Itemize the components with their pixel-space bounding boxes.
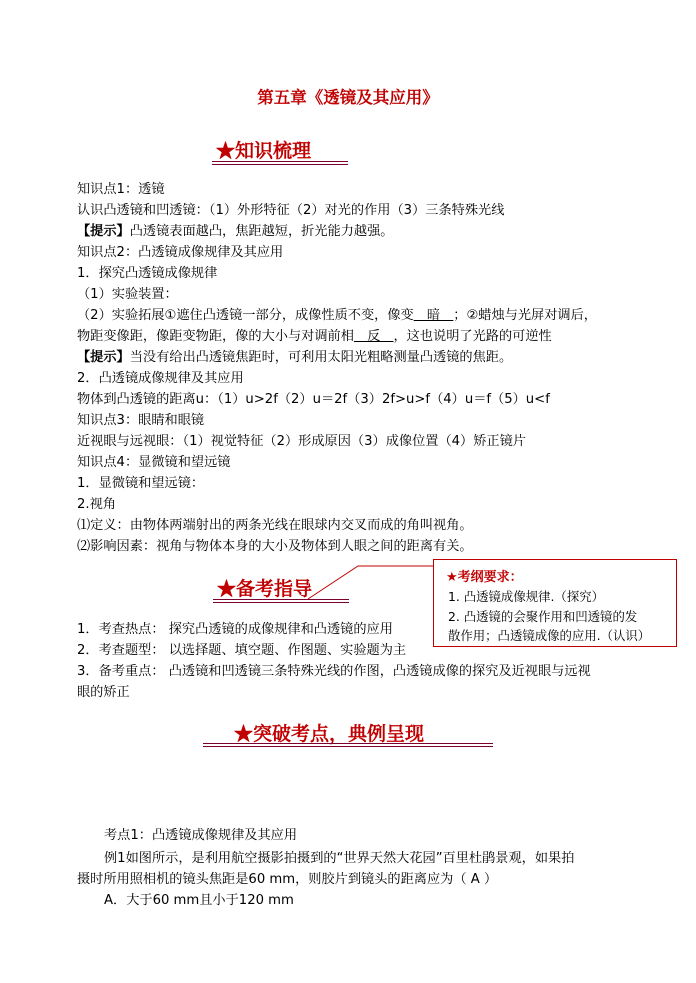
text-span: ，这也说明了光路的可逆性	[393, 329, 552, 344]
kp4-heading: 知识点4：显微镜和望远镜	[77, 455, 231, 470]
requirement-item: 1. 凸透镜成像规律.（探究）	[448, 589, 604, 604]
kp2-tip	[77, 348, 512, 367]
kp4-item: ⑴定义：由物体两端射出的两条光线在眼球内交叉而成的角叫视角。	[77, 518, 473, 533]
kp4-item: 1．显微镜和望远镜：	[77, 476, 205, 491]
text-span: ；②蜡烛与光屏对调后，	[453, 308, 597, 323]
kp4-item: 2.视角	[77, 497, 116, 512]
kp2-item: 2．凸透镜成像规律及其应用	[77, 371, 244, 386]
tip-label: 【提示】	[77, 224, 130, 239]
kp2-item	[77, 327, 552, 346]
requirement-item: 散作用；凸透镜成像的应用.（认识）	[448, 628, 651, 643]
guide-item: 2．考查题型： 以选择题、填空题、作图题、实验题为主	[77, 643, 407, 658]
section-underline	[203, 743, 493, 744]
kp2-item	[77, 306, 597, 325]
kp2-item: 物体到凸透镜的距离u：（1）u>2f（2）u＝2f（3）2f>u>f（4）u＝f（5）u<f	[77, 392, 550, 407]
kp3-heading: 知识点3：眼睛和眼镜	[77, 413, 205, 428]
answer-blank: ＿暗＿	[413, 308, 454, 323]
example-text: 摄时所用照相机的镜头焦距是60 mm，则胶片到镜头的距离应为（ A ）	[77, 872, 498, 887]
kp1-line: 认识凸透镜和凹透镜：（1）外形特征（2）对光的作用（3）三条特殊光线	[77, 203, 505, 218]
kp2-heading: 知识点2：凸透镜成像规律及其应用	[77, 245, 284, 260]
example-text: 例1如图所示，是利用航空摄影拍摄到的“世界天然大花园”百里杜鹃景观，如果拍	[104, 851, 575, 866]
requirements-box	[433, 559, 677, 647]
section-heading-knowledge: ★知识梳理	[216, 140, 312, 162]
kp2-item: （1）实验装置：	[77, 287, 178, 302]
example-option: A．大于60 mm且小于120 mm	[104, 893, 294, 908]
kp2-item: 1．探究凸透镜成像规律	[77, 266, 218, 281]
page-title: 第五章《透镜及其应用》	[257, 88, 439, 107]
kp3-line: 近视眼与远视眼：（1）视觉特征（2）形成原因（3）成像位置（4）矫正镜片	[77, 434, 526, 449]
example-heading: 考点1：凸透镜成像规律及其应用	[104, 828, 298, 843]
guide-item: 3．备考重点： 凸透镜和凹透镜三条特殊光线的作图，凸透镜成像的探究及近视眼与远视	[77, 664, 591, 679]
text-span: 物距变像距，像距变物距，像的大小与对调前相	[77, 329, 354, 344]
section-underline	[212, 164, 348, 165]
guide-item: 1．考查热点： 探究凸透镜的成像规律和凸透镜的应用	[77, 622, 393, 637]
tip-text: 凸透镜表面越凸，焦距越短，折光能力越强。	[129, 224, 394, 239]
kp1-tip	[77, 222, 394, 241]
section-underline	[203, 746, 493, 747]
section-heading-examples: ★突破考点，典例呈现	[234, 723, 425, 745]
answer-blank: ＿反＿	[353, 329, 394, 344]
section-heading-guide: ★备考指导	[217, 578, 313, 600]
requirement-item: 2. 凸透镜的会聚作用和凹透镜的发	[448, 609, 638, 624]
tip-text: 当没有给出凸透镜焦距时，可利用太阳光粗略测量凸透镜的焦距。	[129, 350, 513, 365]
kp4-item: ⑵影响因素：视角与物体本身的大小及物体到人眼之间的距离有关。	[77, 539, 473, 554]
callout-connector	[300, 560, 440, 605]
kp1-heading: 知识点1：透镜	[77, 182, 165, 197]
text-span: （2）实验拓展①遮住凸透镜一部分，成像性质不变，像变	[77, 308, 414, 323]
requirements-title: ★考纲要求：	[446, 570, 523, 585]
guide-item: 眼的矫正	[77, 685, 130, 700]
tip-label: 【提示】	[77, 350, 130, 365]
section-underline	[212, 161, 348, 162]
